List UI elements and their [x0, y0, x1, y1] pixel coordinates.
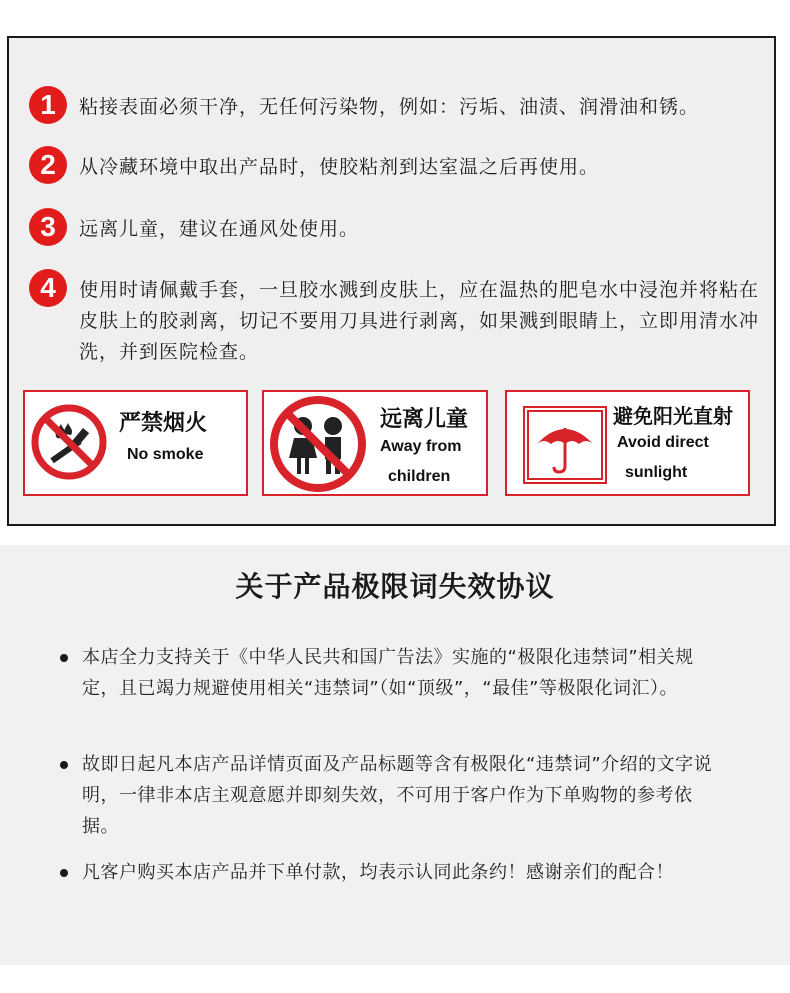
agreement-text: 故即日起凡本店产品详情页面及产品标题等含有极限化“违禁词”介绍的文字说明，一律非本店主观意愿并即刻失效，不可用于客户作为下单购物的参考依据。	[82, 754, 713, 837]
number-badge: 1	[29, 86, 67, 124]
instruction-text: 粘接表面必须干净，无任何污染物，例如：污垢、油渍、润滑油和锈。	[79, 96, 700, 118]
agreement-text: 凡客户购买本店产品并下单付款，均表示认同此条约！感谢亲们的配合！	[82, 862, 674, 883]
number-badge: 3	[29, 208, 67, 246]
instruction-text: 远离儿童，建议在通风处使用。	[79, 218, 360, 240]
no-children-icon	[266, 394, 370, 494]
instruction-text: 从冷藏环境中取出产品时，使胶粘剂到达室温之后再使用。	[79, 156, 600, 178]
sign-away-from-children	[262, 390, 488, 496]
bullet-dot	[60, 654, 68, 662]
warning-signs	[23, 390, 763, 500]
sign-en-label: sunlight	[625, 464, 688, 481]
instruction-text: 使用时请佩戴手套，一旦胶水溅到皮肤上，应在温热的肥皂水中浸泡并将粘在皮肤上的胶剥离，切记不要用刀具进行剥离，如果溅到眼睛上，立即用清水冲洗，并到医院检查。	[79, 279, 760, 363]
no-smoking-icon	[31, 404, 107, 480]
umbrella-icon	[523, 406, 607, 484]
agreement-item-2	[60, 749, 720, 842]
sign-cn-label: 严禁烟火	[119, 411, 208, 436]
number-badge: 4	[29, 269, 67, 307]
agreement-section	[0, 545, 790, 965]
number-badge: 2	[29, 146, 67, 184]
bullet-dot	[60, 869, 68, 877]
footer-strip	[0, 965, 790, 993]
instruction-item-4	[29, 272, 768, 368]
agreement-item-3	[60, 857, 720, 888]
sign-en-label: children	[388, 468, 451, 485]
bullet-dot	[60, 761, 68, 769]
instruction-item-3	[29, 211, 768, 246]
instruction-item-1	[29, 89, 768, 124]
sign-cn-label: 远离儿童	[380, 407, 469, 432]
sign-no-smoke	[23, 390, 248, 496]
sign-en-label: No smoke	[127, 446, 204, 463]
sign-en-label: Away from	[380, 438, 462, 455]
agreement-item-1	[60, 642, 720, 704]
sign-en-label: Avoid direct	[617, 434, 709, 451]
agreement-title: 关于产品极限词失效协议	[235, 570, 555, 603]
sign-cn-label: 避免阳光直射	[613, 404, 733, 428]
agreement-text: 本店全力支持关于《中华人民共和国广告法》实施的“极限化违禁词”相关规定，且已竭力规避使用相关“违禁词”（如“顶级”，“最佳”等极限化词汇）。	[82, 647, 694, 699]
notice-box	[7, 36, 776, 526]
instruction-item-2	[29, 149, 768, 184]
sign-avoid-sunlight	[505, 390, 750, 496]
